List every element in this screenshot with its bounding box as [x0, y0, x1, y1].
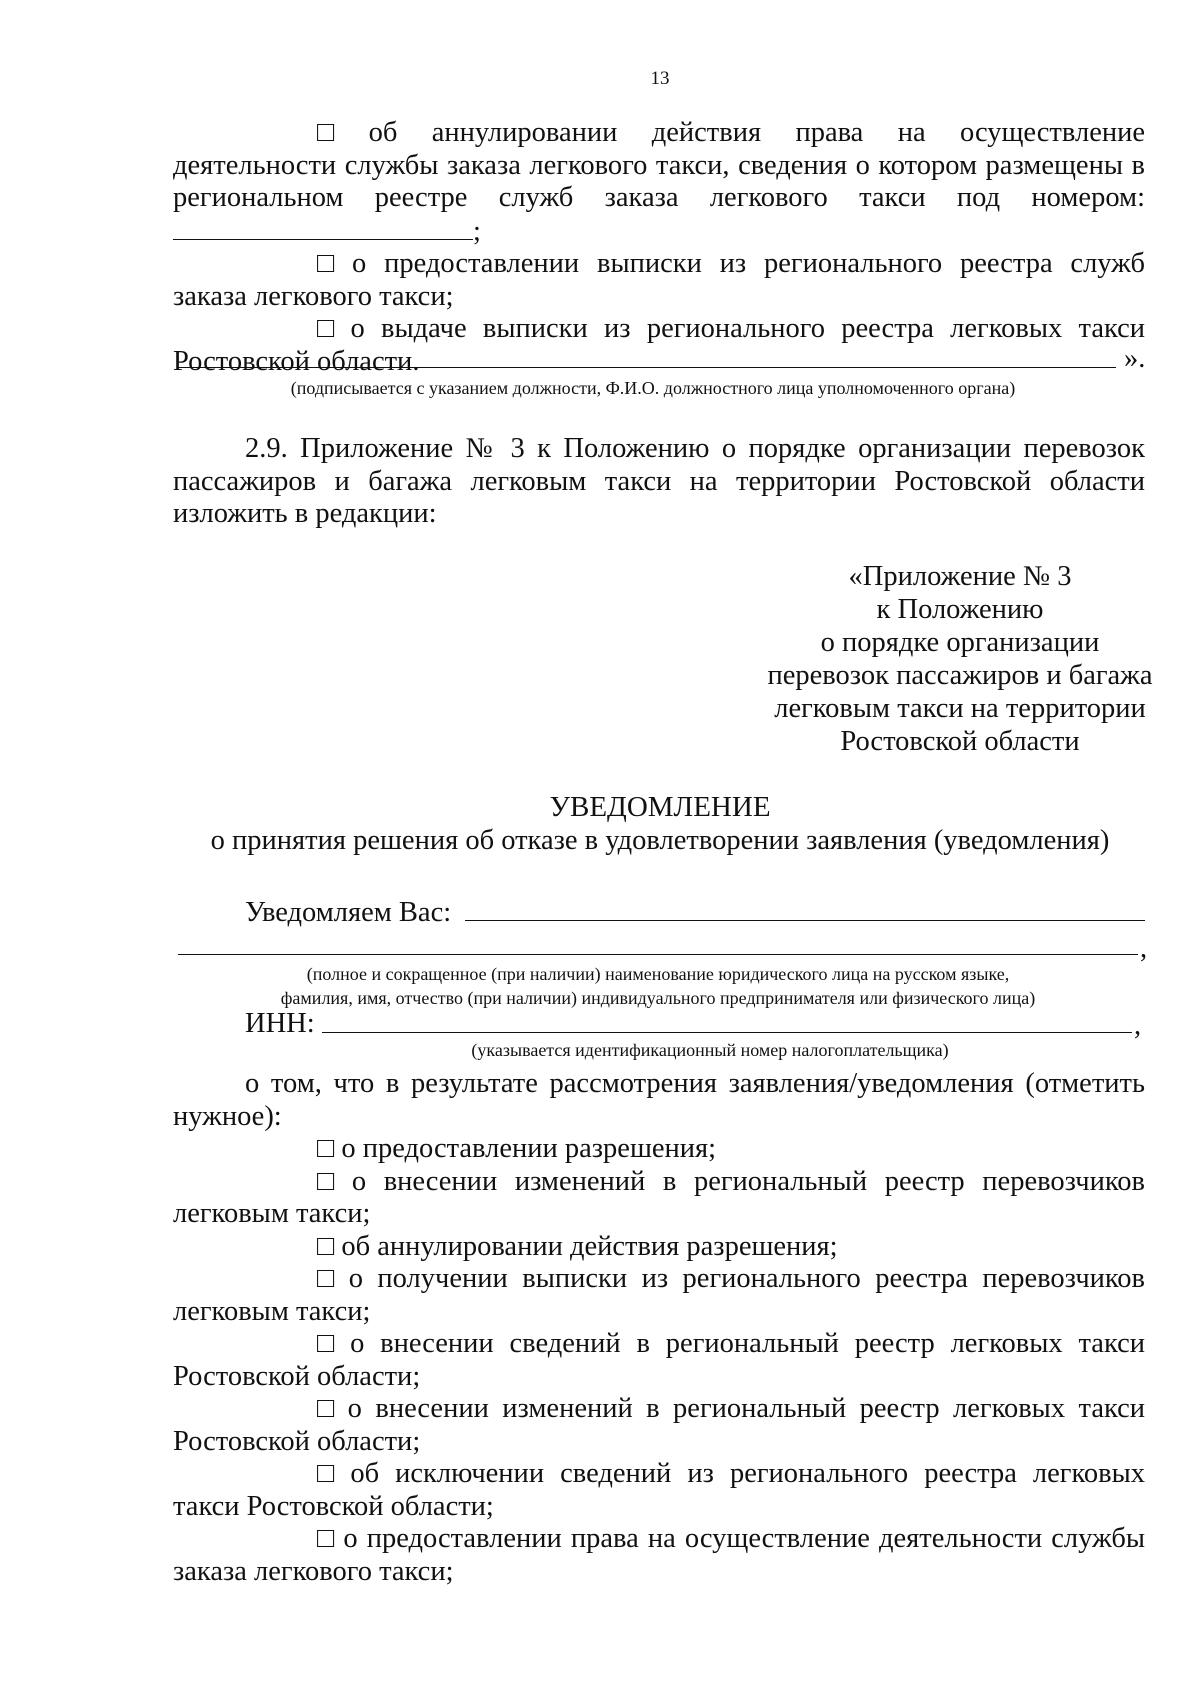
- notice-option: [173, 1328, 1145, 1393]
- inn-blank[interactable]: [322, 1032, 1132, 1033]
- option-annul-dispatch: [173, 117, 1145, 248]
- notice-options: [173, 1068, 1145, 1588]
- name-comma: ,: [1140, 933, 1148, 964]
- notice-intro: о том, что в результате рассмотрения заявления/уведомления (отметить нужное):: [173, 1068, 1145, 1132]
- notice-option: [173, 1458, 1145, 1523]
- top-options: [173, 117, 1145, 378]
- signature-end-mark: ».: [1124, 343, 1146, 374]
- checkbox-icon[interactable]: □: [317, 1328, 335, 1359]
- option-text: о выдаче выписки из регионального реестра легковых такси Ростовской области.: [173, 313, 1146, 377]
- appendix-line: перевозок пассажиров и багажа: [767, 660, 1153, 691]
- option-text: об аннулировании действия права на осуществление деятельности службы заказа легкового такси, сведения о котором размещены в региональном реестре служб заказа легкового такси под номером:: [173, 117, 1145, 213]
- checkbox-icon[interactable]: □: [317, 1393, 335, 1424]
- option-text: о предоставлении разрешения;: [341, 1133, 717, 1164]
- notice-option: [173, 1523, 1145, 1588]
- notice-option: [173, 1166, 1145, 1231]
- appendix-line: легковым такси на территории: [774, 693, 1146, 724]
- option-extract-dispatch: [173, 248, 1145, 313]
- checkbox-icon[interactable]: □: [317, 1165, 335, 1197]
- checkbox-icon[interactable]: □: [317, 1230, 335, 1262]
- name-caption-1: (полное и сокращенное (при наличии) наименование юридического лица на русском языке,: [306, 964, 1010, 984]
- signature-blank[interactable]: [178, 367, 1116, 368]
- clause-2-9: [173, 433, 1145, 531]
- name-caption-2: фамилия, имя, отчество (при наличии) индивидуального предпринимателя или физического лица): [280, 988, 1036, 1008]
- checkbox-icon[interactable]: □: [317, 248, 335, 279]
- checkbox-icon[interactable]: □: [317, 1458, 335, 1489]
- appendix-line: о порядке организации: [820, 627, 1100, 658]
- notice-option: [173, 1133, 1145, 1166]
- option-text: о внесении сведений в региональный реестр легковых такси Ростовской области;: [173, 1328, 1145, 1392]
- signature-caption: (подписывается с указанием должности, Ф.И.О. должностного лица уполномоченного органа): [290, 378, 1016, 398]
- option-text: об исключении сведений из регионального реестра легковых такси Ростовской области;: [173, 1458, 1146, 1522]
- appendix-line: Ростовской области: [840, 726, 1080, 757]
- inn-caption: (указывается идентификационный номер налогоплательщика): [471, 1040, 949, 1060]
- option-text: об аннулировании действия разрешения;: [341, 1230, 838, 1262]
- notice-option: [173, 1231, 1145, 1264]
- registry-number-blank[interactable]: [173, 215, 473, 240]
- option-end: ;: [473, 215, 481, 247]
- name-blank[interactable]: [178, 954, 1138, 955]
- option-text: о предоставлении выписки из регионального реестра служб заказа легкового такси;: [173, 248, 1145, 312]
- option-text: о получении выписки из регионального реестра перевозчиков легковым такси;: [173, 1263, 1146, 1327]
- option-text: о внесении изменений в региональный реестр легковых такси Ростовской области;: [173, 1393, 1146, 1457]
- notice-subtitle: о принятия решения об отказе в удовлетворении заявления (уведомления): [210, 825, 1110, 856]
- inn-comma: ,: [1134, 1010, 1142, 1041]
- clause-text: 2.9. Приложение № 3 к Положению о порядке организации перевозок пассажиров и багажа легковым такси на территории Ростовской области изложить в редакции:: [173, 433, 1145, 529]
- option-text: о внесении изменений в региональный реестр перевозчиков легковым такси;: [173, 1165, 1145, 1229]
- checkbox-icon[interactable]: □: [317, 117, 335, 148]
- signature-line: [178, 343, 1146, 377]
- appendix-line: «Приложение № 3: [848, 561, 1072, 592]
- appendix-line: к Положению: [876, 594, 1044, 625]
- notice-option: [173, 1263, 1145, 1328]
- notify-blank[interactable]: [465, 920, 1145, 921]
- page-number: 13: [650, 68, 670, 89]
- checkbox-icon[interactable]: □: [317, 1263, 335, 1294]
- inn-label: ИНН:: [245, 1008, 315, 1039]
- checkbox-icon[interactable]: □: [317, 313, 335, 344]
- checkbox-icon[interactable]: □: [317, 1133, 335, 1164]
- option-text: о предоставлении права на осуществление деятельности службы заказа легкового такси;: [173, 1523, 1145, 1587]
- notice-title: УВЕДОМЛЕНИЕ: [549, 791, 771, 823]
- appendix-heading: [740, 560, 1180, 758]
- checkbox-icon[interactable]: □: [317, 1523, 335, 1554]
- notify-label: Уведомляем Вас:: [245, 897, 452, 928]
- notice-option: [173, 1393, 1145, 1458]
